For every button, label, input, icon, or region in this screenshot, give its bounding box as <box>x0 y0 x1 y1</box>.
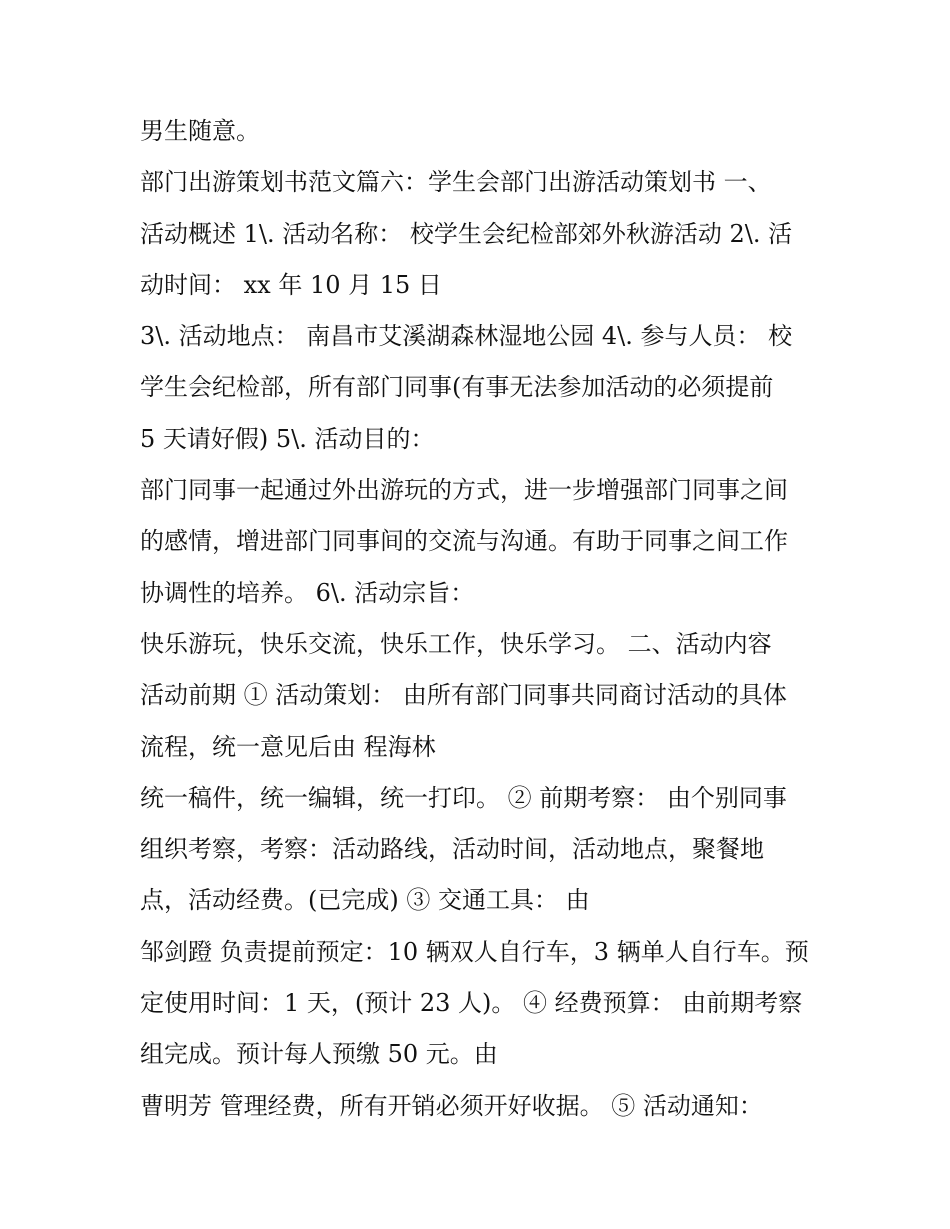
text-line: 统一稿件，统一编辑，统一打印。 ② 前期考察： 由个别同事 <box>140 783 787 812</box>
text-line: 点，活动经费。(已完成) ③ 交通工具： 由 <box>140 886 590 915</box>
text-line: 男生随意。 <box>140 117 260 145</box>
text-line: 组完成。预计每人预缴 50 元。由 <box>140 1040 498 1069</box>
text-line: 动时间： xx 年 10 月 15 日 <box>140 270 442 299</box>
text-line: 活动前期 ① 活动策划： 由所有部门同事共同商讨活动的具体 <box>140 681 787 710</box>
text-line: 组织考察，考察：活动路线，活动时间，活动地点，聚餐地 <box>140 835 764 864</box>
text-line: 快乐游玩，快乐交流，快乐工作，快乐学习。 二、活动内容 <box>140 629 772 658</box>
text-line: 流程，统一意见后由 程海林 <box>140 732 436 761</box>
document-body <box>140 106 830 1132</box>
text-line: 部门同事一起通过外出游玩的方式，进一步增强部门同事之间 <box>140 476 788 505</box>
text-line: 的感情，增进部门同事间的交流与沟通。有助于同事之间工作 <box>140 527 788 556</box>
text-line: 曹明芳 管理经费，所有开销必须开好收据。 ⑤ 活动通知： <box>140 1091 763 1120</box>
text-line: 邹剑蹬 负责提前预定：10 辆双人自行车，3 辆单人自行车。预 <box>140 937 809 966</box>
text-line: 定使用时间：1 天，(预计 23 人)。 ④ 经费预算： 由前期考察 <box>140 989 803 1018</box>
text-line: 学生会纪检部，所有部门同事(有事无法参加活动的必须提前 <box>140 373 774 402</box>
text-line: 3\. 活动地点： 南昌市艾溪湖森林湿地公园 4\. 参与人员： 校 <box>140 322 793 351</box>
text-line: 活动概述 1\. 活动名称： 校学生会纪检部郊外秋游活动 2\. 活 <box>140 219 793 248</box>
text-line: 部门出游策划书范文篇六：学生会部门出游活动策划书 一、 <box>140 168 772 197</box>
text-line: 5 天请好假) 5\. 活动目的： <box>140 424 435 453</box>
text-line: 协调性的培养。 6\. 活动宗旨： <box>140 578 475 607</box>
